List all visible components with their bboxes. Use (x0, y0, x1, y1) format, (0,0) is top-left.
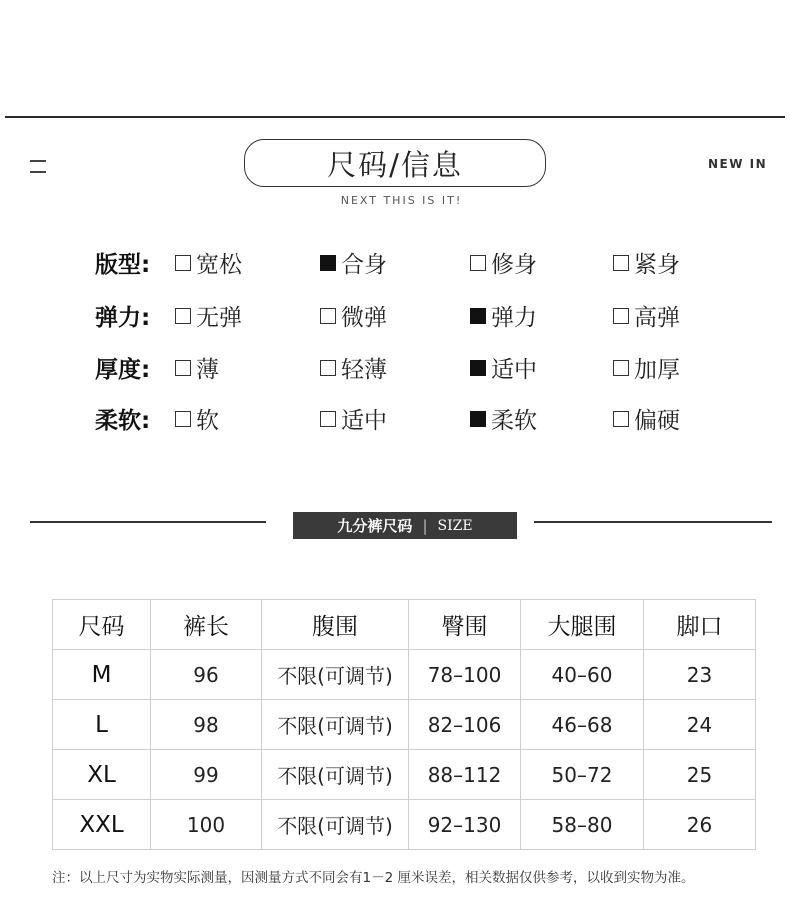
top-divider (5, 116, 785, 118)
checkbox (613, 308, 629, 324)
attr-option: 轻薄 (320, 351, 387, 384)
column-header: 脚口 (644, 600, 756, 650)
attr-label: 柔软: (95, 408, 151, 434)
attr-option: 适中 (470, 351, 537, 384)
table-cell: 46–68 (521, 700, 644, 750)
section-divider-left (30, 521, 266, 523)
banner-title: 九分裤尺码 (337, 517, 413, 535)
checkbox (320, 255, 336, 271)
page-title: 尺码/信息 (244, 139, 546, 187)
table-cell: XL (53, 750, 151, 800)
table-cell: 82–106 (409, 700, 521, 750)
table-cell: L (53, 700, 151, 750)
attr-option: 弹力 (470, 299, 537, 332)
column-header: 臀围 (409, 600, 521, 650)
hamburger-icon[interactable] (30, 160, 46, 174)
checkbox (175, 411, 191, 427)
attr-option: 紧身 (613, 246, 680, 279)
checkbox (175, 360, 191, 376)
table-cell: XXL (53, 800, 151, 850)
column-header: 裤长 (151, 600, 262, 650)
checkbox (175, 255, 191, 271)
attr-row-elasticity (95, 299, 735, 333)
table-row (53, 650, 756, 700)
new-in-label[interactable]: NEW IN (708, 157, 768, 171)
table-cell: 99 (151, 750, 262, 800)
footnote: 注：以上尺寸为实物实际测量，因测量方式不同会有1－2 厘米误差，相关数据仅供参考，以收到实物为准。 (52, 870, 695, 886)
banner-separator: | (422, 516, 428, 535)
table-cell: 不限(可调节) (262, 700, 409, 750)
checkbox (320, 308, 336, 324)
attr-option: 高弹 (613, 299, 680, 332)
checkbox (613, 411, 629, 427)
table-cell: 88–112 (409, 750, 521, 800)
table-cell: 50–72 (521, 750, 644, 800)
section-divider-right (534, 521, 772, 523)
table-cell: 24 (644, 700, 756, 750)
size-section-banner (293, 512, 517, 539)
attr-option: 微弹 (320, 299, 387, 332)
page-subtitle: NEXT THIS IS IT! (340, 194, 463, 207)
attr-option: 修身 (470, 246, 537, 279)
attr-option: 软 (175, 402, 219, 435)
checkbox (470, 255, 486, 271)
table-cell: 不限(可调节) (262, 800, 409, 850)
attr-option: 无弹 (175, 299, 242, 332)
attr-option: 适中 (320, 402, 387, 435)
attr-label: 厚度: (95, 357, 151, 383)
checkbox (320, 360, 336, 376)
checkbox (175, 308, 191, 324)
table-cell: 不限(可调节) (262, 750, 409, 800)
table-cell: M (53, 650, 151, 700)
table-cell: 58–80 (521, 800, 644, 850)
banner-subtitle: SIZE (437, 517, 473, 534)
attr-label: 版型: (95, 252, 151, 278)
attr-row-softness (95, 402, 735, 436)
attr-label: 弹力: (95, 305, 151, 331)
attr-option: 薄 (175, 351, 219, 384)
table-row (53, 800, 756, 850)
attr-option: 宽松 (175, 246, 242, 279)
column-header: 尺码 (53, 600, 151, 650)
table-cell: 25 (644, 750, 756, 800)
table-cell: 96 (151, 650, 262, 700)
attr-option: 合身 (320, 246, 387, 279)
checkbox (320, 411, 336, 427)
column-header: 大腿围 (521, 600, 644, 650)
table-header-row (53, 600, 756, 650)
table-cell: 78–100 (409, 650, 521, 700)
table-cell: 92–130 (409, 800, 521, 850)
table-cell: 23 (644, 650, 756, 700)
checkbox (470, 308, 486, 324)
attr-option: 偏硬 (613, 402, 680, 435)
checkbox (613, 360, 629, 376)
column-header: 腹围 (262, 600, 409, 650)
table-cell: 26 (644, 800, 756, 850)
attr-option: 加厚 (613, 351, 680, 384)
attr-row-thickness (95, 351, 735, 385)
table-cell: 40–60 (521, 650, 644, 700)
attr-row-fit (95, 246, 735, 280)
attr-option: 柔软 (470, 402, 537, 435)
size-table (52, 599, 756, 850)
table-cell: 100 (151, 800, 262, 850)
table-cell: 98 (151, 700, 262, 750)
table-row (53, 700, 756, 750)
table-row (53, 750, 756, 800)
checkbox (613, 255, 629, 271)
checkbox (470, 411, 486, 427)
table-cell: 不限(可调节) (262, 650, 409, 700)
checkbox (470, 360, 486, 376)
